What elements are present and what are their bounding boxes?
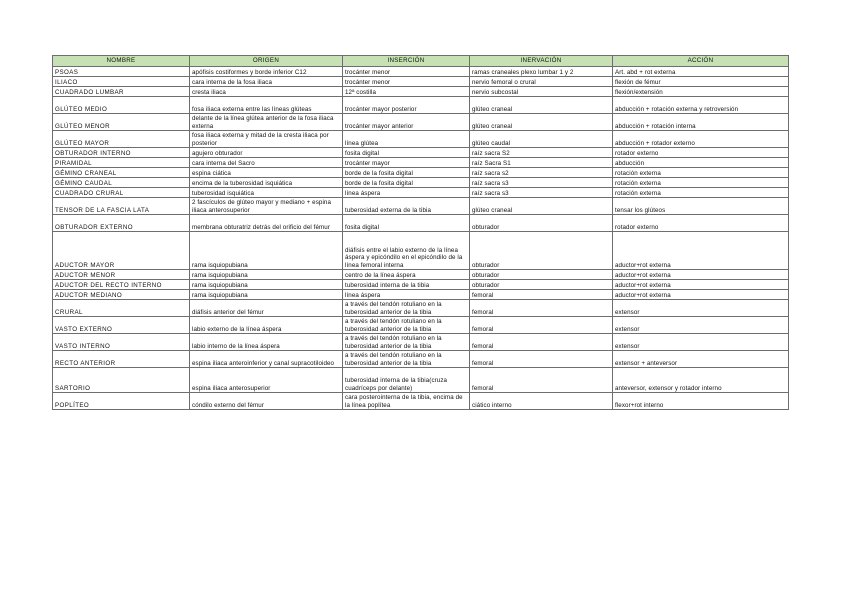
table-row [53,158,789,168]
cell-nombre: OBTURADOR INTERNO [53,148,190,158]
cell-insercion: diáfisis entre el labio externo de la línea áspera y epicóndilo en el epicóndilo de la línea femoral interna [343,232,470,270]
cell-inervacion: nervio femoral o crural [470,77,613,87]
cell-nombre: ADUCTOR MAYOR [53,232,190,270]
cell-origen: cara interna de la fosa iliaca [190,77,343,87]
table-row [53,168,789,178]
cell-inervacion: glúteo caudal [470,131,613,148]
cell-insercion: a través del tendón rotuliano en la tuberosidad anterior de la tibia [343,334,470,351]
table-row [53,114,789,131]
cell-accion: extensor [613,300,789,317]
cell-insercion: a través del tendón rotuliano en la tuberosidad anterior de la tibia [343,317,470,334]
cell-insercion: tuberosidad externa de la tibia [343,198,470,215]
cell-origen: fosa iliaca externa y mitad de la cresta iliaca por posterior [190,131,343,148]
cell-inervacion: glúteo craneal [470,97,613,114]
cell-insercion: trocánter mayor [343,158,470,168]
table-row [53,334,789,351]
cell-insercion: tuberosidad interna de la tibia(cruza cuadríceps por delante) [343,368,470,393]
cell-nombre: GLÚTEO MEDIO [53,97,190,114]
header-nombre: NOMBRE [53,56,190,67]
cell-inervacion: obturador [470,232,613,270]
cell-inervacion: glúteo craneal [470,198,613,215]
cell-insercion: centro de la línea áspera [343,270,470,280]
cell-origen: rama isquiopubiana [190,280,343,290]
cell-insercion: fosita digital [343,215,470,232]
cell-nombre: ADUCTOR MENOR [53,270,190,280]
cell-inervacion: femoral [470,290,613,300]
cell-inervacion: nervio subcostal [470,87,613,97]
cell-nombre: GÉMINO CAUDAL [53,178,190,188]
cell-origen: labio externo de la línea áspera [190,317,343,334]
table-row [53,280,789,290]
cell-origen: diáfisis anterior del fémur [190,300,343,317]
cell-accion: rotación externa [613,178,789,188]
muscle-table [52,55,789,410]
cell-insercion: línea áspera [343,188,470,198]
cell-accion: rotador externo [613,148,789,158]
cell-origen: rama isquiopubiana [190,290,343,300]
cell-accion: flexión/extensión [613,87,789,97]
cell-accion: abducción + rotación interna [613,114,789,131]
cell-inervacion: femoral [470,334,613,351]
cell-nombre: GLÚTEO MENOR [53,114,190,131]
header-row [53,56,789,67]
cell-accion: flexor+rot interno [613,393,789,410]
table-row [53,300,789,317]
header-insercion: INSERCIÓN [343,56,470,67]
cell-nombre: RECTO ANTERIOR [53,351,190,368]
table-row [53,77,789,87]
cell-inervacion: obturador [470,270,613,280]
cell-accion: extensor [613,334,789,351]
cell-insercion: cara posterointerna de la tibia, encima de la línea poplítea [343,393,470,410]
cell-accion: abducción + rotador externo [613,131,789,148]
cell-nombre: POPLÍTEO [53,393,190,410]
table-row [53,67,789,77]
cell-nombre: CUADRADO CRURAL [53,188,190,198]
cell-nombre: OBTURADOR EXTERNO [53,215,190,232]
cell-accion: rotación externa [613,168,789,178]
cell-accion: extensor + anteversor [613,351,789,368]
cell-accion: tensar los glúteos [613,198,789,215]
cell-accion: Art. abd + rot externa [613,67,789,77]
table-row [53,97,789,114]
cell-accion: rotador externo [613,215,789,232]
cell-accion: aductor+rot externa [613,280,789,290]
cell-insercion: línea glútea [343,131,470,148]
cell-nombre: GLÚTEO MAYOR [53,131,190,148]
cell-origen: agujero obturador [190,148,343,158]
cell-origen: espina ciática [190,168,343,178]
table-row [53,198,789,215]
cell-insercion: a través del tendón rotuliano en la tuberosidad anterior de la tibia [343,300,470,317]
table-row [53,317,789,334]
table-row [53,131,789,148]
cell-nombre: ADUCTOR MEDIANO [53,290,190,300]
table-row [53,270,789,280]
cell-origen: membrana obturatriz detrás del orificio del fémur [190,215,343,232]
cell-inervacion: ramas craneales plexo lumbar 1 y 2 [470,67,613,77]
header-origen: ORIGEN [190,56,343,67]
cell-accion: flexión de fémur [613,77,789,87]
cell-nombre: CUADRADO LUMBAR [53,87,190,97]
cell-inervacion: raíz Sacra S1 [470,158,613,168]
cell-origen: delante de la línea glútea anterior de la fosa iliaca externa [190,114,343,131]
cell-insercion: fosita digital [343,148,470,158]
cell-insercion: trocánter mayor anterior [343,114,470,131]
cell-origen: 2 fascículos de glúteo mayor y mediano + espina iliaca anterosuperior [190,198,343,215]
cell-origen: espina iliaca anteroinferior y canal supracotiloideo [190,351,343,368]
cell-origen: labio interno de la línea áspera [190,334,343,351]
cell-inervacion: femoral [470,368,613,393]
table-row [53,368,789,393]
cell-origen: rama isquiopubiana [190,270,343,280]
cell-insercion: trocánter menor [343,77,470,87]
cell-inervacion: glúteo craneal [470,114,613,131]
cell-origen: tuberosidad isquiática [190,188,343,198]
cell-nombre: GÉMINO CRANEAL [53,168,190,178]
table-row [53,232,789,270]
cell-origen: apófisis costiformes y borde inferior C12 [190,67,343,77]
cell-inervacion: femoral [470,300,613,317]
cell-nombre: PSOAS [53,67,190,77]
cell-origen: espina iliaca anterosuperior [190,368,343,393]
cell-insercion: borde de la fosita digital [343,178,470,188]
cell-insercion: trocánter menor [343,67,470,77]
cell-accion: rotación externa [613,188,789,198]
cell-inervacion: raíz sacra s3 [470,188,613,198]
cell-nombre: ILIACO [53,77,190,87]
cell-insercion: tuberosidad interna de la tibia [343,280,470,290]
cell-accion: aductor+rot externa [613,232,789,270]
cell-accion: abducción [613,158,789,168]
cell-inervacion: femoral [470,317,613,334]
table-row [53,290,789,300]
cell-origen: cóndilo externo del fémur [190,393,343,410]
header-accion: ACCIÓN [613,56,789,67]
table-row [53,148,789,158]
cell-origen: rama isquiopubiana [190,232,343,270]
cell-origen: encima de la tuberosidad isquiática [190,178,343,188]
cell-inervacion: obturador [470,215,613,232]
cell-origen: cresta iliaca [190,87,343,97]
cell-inervacion: raíz sacra s3 [470,178,613,188]
cell-inervacion: ciático interno [470,393,613,410]
table-row [53,351,789,368]
cell-nombre: TENSOR DE LA FASCIA LATA [53,198,190,215]
cell-insercion: línea áspera [343,290,470,300]
cell-accion: extensor [613,317,789,334]
cell-accion: aductor+rot externa [613,270,789,280]
cell-insercion: a través del tendón rotuliano en la tuberosidad anterior de la tibia [343,351,470,368]
cell-insercion: trocánter mayor posterior [343,97,470,114]
cell-origen: cara interna del Sacro [190,158,343,168]
cell-nombre: CRURAL [53,300,190,317]
cell-nombre: PIRAMIDAL [53,158,190,168]
table-row [53,188,789,198]
cell-nombre: VASTO INTERNO [53,334,190,351]
table-row [53,393,789,410]
cell-nombre: ADUCTOR DEL RECTO INTERNO [53,280,190,290]
cell-inervacion: raíz sacra S2 [470,148,613,158]
cell-nombre: VASTO EXTERNO [53,317,190,334]
table-row [53,178,789,188]
table-row [53,87,789,97]
cell-inervacion: obturador [470,280,613,290]
cell-accion: abducción + rotación externa y retroversión [613,97,789,114]
cell-nombre: SARTORIO [53,368,190,393]
cell-insercion: 12ª costilla [343,87,470,97]
cell-accion: aductor+rot externa [613,290,789,300]
cell-insercion: borde de la fosita digital [343,168,470,178]
table-row [53,215,789,232]
cell-origen: fosa iliaca externa entre las líneas glúteas [190,97,343,114]
header-inervacion: INERVACIÓN [470,56,613,67]
cell-inervacion: raíz sacra s2 [470,168,613,178]
cell-inervacion: femoral [470,351,613,368]
cell-accion: anteversor, extensor y rotador interno [613,368,789,393]
